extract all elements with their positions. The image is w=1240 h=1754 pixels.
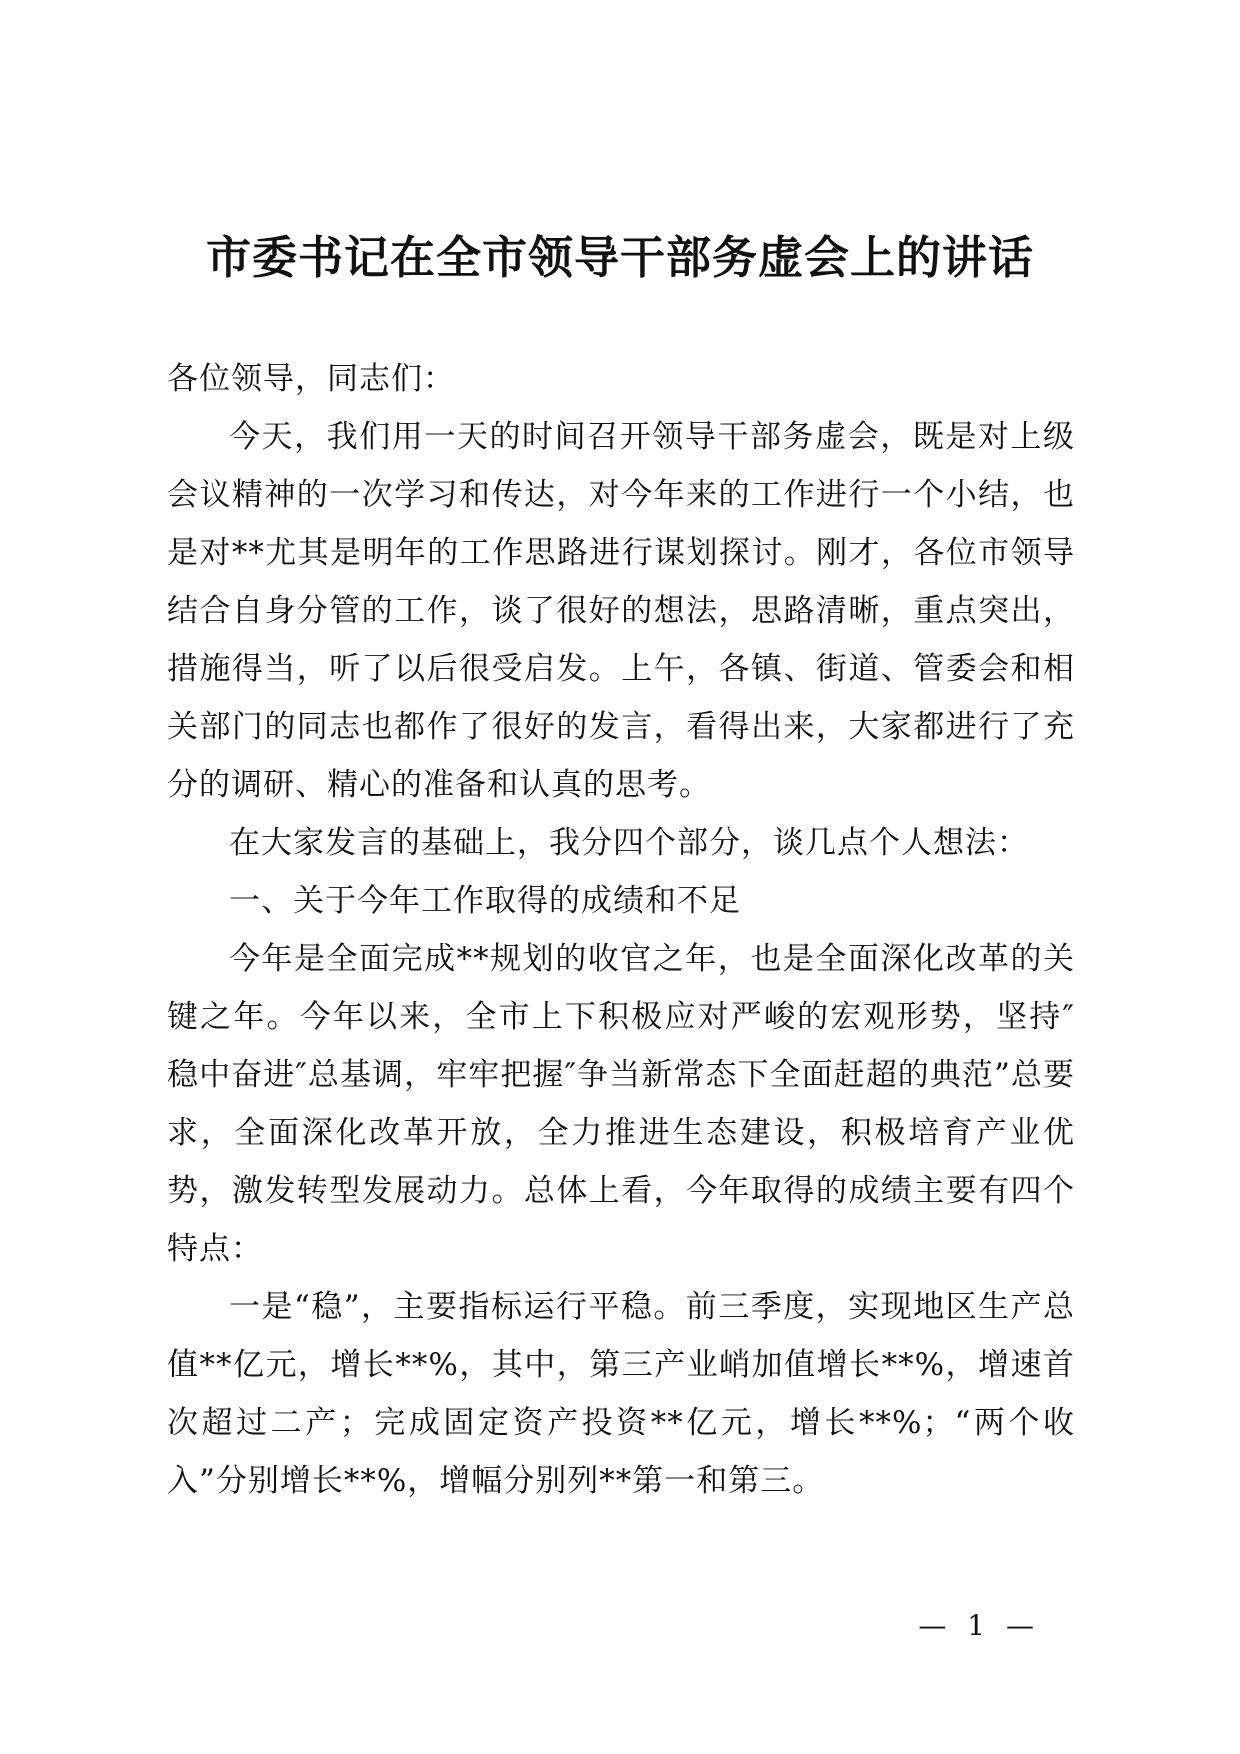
body-paragraph: 一是“稳”，主要指标运行平稳。前三季度，实现地区生产总值**亿元，增长**%，其中，第三产业峭加值增长**%，增速首次超过二产；完成固定资产投资**亿元，增长**%；“两个收入”分别增长**%，增幅分别列**第一和第三。: [167, 1289, 1075, 1499]
section-heading: 一、关于今年工作取得的成绩和不足: [229, 883, 741, 919]
body-paragraph: 在大家发言的基础上，我分四个部分，谈几点个人想法：: [229, 825, 1029, 861]
document-body: [167, 350, 1075, 1510]
document-title: 市委书记在全市领导干部务虚会上的讲话: [205, 231, 1034, 284]
page-number: — 1 —: [918, 1609, 1040, 1642]
salutation: 各位领导，同志们：: [167, 361, 455, 397]
body-paragraph: 今天，我们用一天的时间召开领导干部务虚会，既是对上级会议精神的一次学习和传达，对今年来的工作进行一个小结，也是对**尤其是明年的工作思路进行谋划探讨。刚才，各位市领导结合自身分管的工作，谈了很好的想法，思路清晰，重点突出，措施得当，听了以后很受启发。上午，各镇、街道、管委会和相关部门的同志也都作了很好的发言，看得出来，大家都进行了充分的调研、精心的准备和认真的思考。: [167, 419, 1075, 803]
body-paragraph: 今年是全面完成**规划的收官之年，也是全面深化改革的关键之年。今年以来，全市上下积极应对严峻的宏观形势，坚持″稳中奋进″总基调，牢牢把握″争当新常态下全面赶超的典范”总要求，全面深化改革开放，全力推进生态建设，积极培育产业优势，激发转型发展动力。总体上看，今年取得的成绩主要有四个特点：: [167, 941, 1075, 1267]
